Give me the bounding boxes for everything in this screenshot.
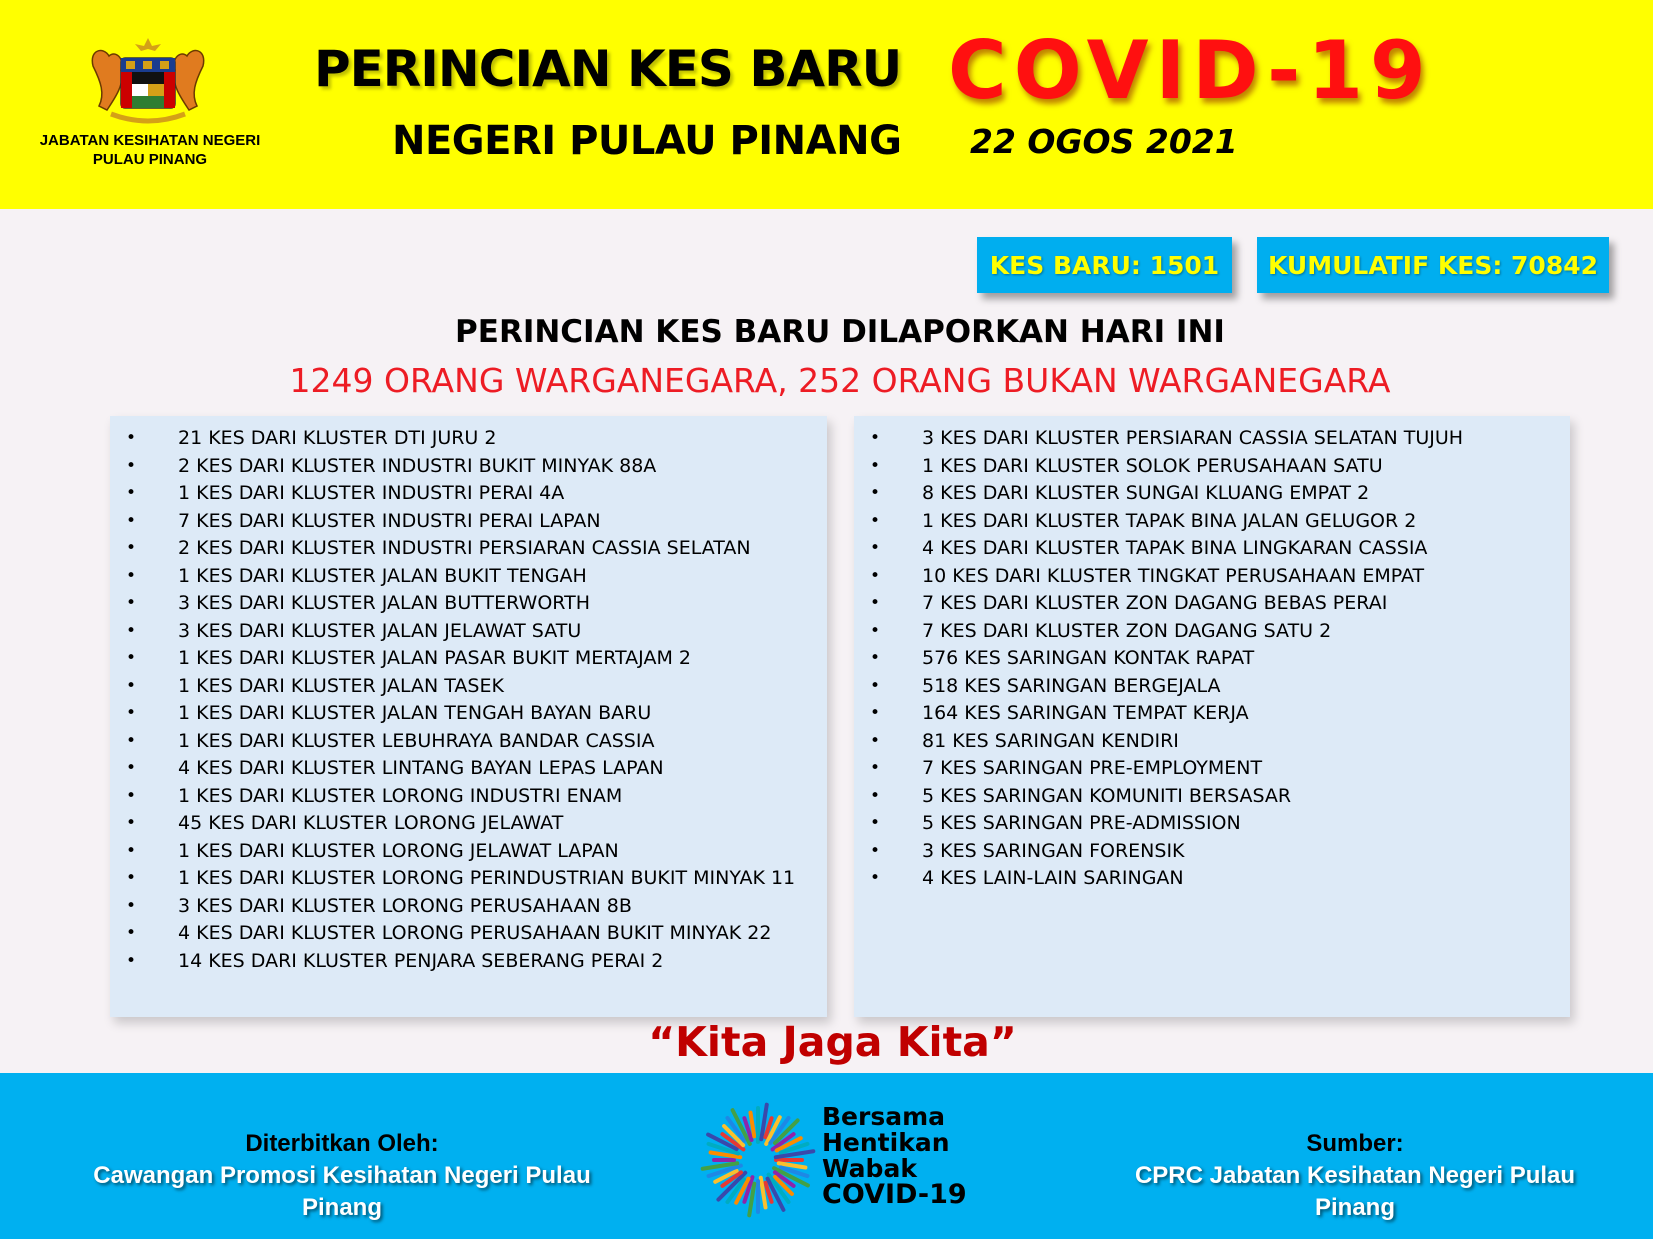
coat-of-arms-icon [85,36,211,124]
publisher-name: Cawangan Promosi Kesihatan Negeri Pulau Pinang [93,1162,591,1221]
campaign-line-2: Hentikan [822,1128,950,1157]
case-list-item: • 10 KES DARI KLUSTER TINGKAT PERUSAHAAN EMPAT [854,563,1570,591]
case-list-item: • 1 KES DARI KLUSTER JALAN TASEK [110,673,827,701]
case-list-item: • 3 KES DARI KLUSTER JALAN BUTTERWORTH [110,590,827,618]
case-list-item: • 518 KES SARINGAN BERGEJALA [854,673,1570,701]
right-case-list [854,416,1570,893]
case-list-item: • 1 KES DARI KLUSTER SOLOK PERUSAHAAN SATU [854,453,1570,481]
page-title: PERINCIAN KES BARU [314,40,902,98]
case-list-item: • 4 KES DARI KLUSTER LORONG PERUSAHAAN BUKIT MINYAK 22 [110,920,827,948]
case-list-item: • 2 KES DARI KLUSTER INDUSTRI BUKIT MINYAK 88A [110,453,827,481]
case-list-item: • 5 KES SARINGAN PRE-ADMISSION [854,810,1570,838]
campaign-line-3: Wabak [822,1154,917,1183]
case-list-item: • 4 KES DARI KLUSTER LINTANG BAYAN LEPAS LAPAN [110,755,827,783]
case-list-item: • 1 KES DARI KLUSTER LORONG JELAWAT LAPAN [110,838,827,866]
case-list-item: • 2 KES DARI KLUSTER INDUSTRI PERSIARAN CASSIA SELATAN [110,535,827,563]
slogan: “Kita Jaga Kita” [648,1018,1017,1066]
covid-title: COVID-19 [948,24,1433,117]
header-banner [0,0,1653,209]
state-title: NEGERI PULAU PINANG [392,118,902,164]
case-list-item: • 1 KES DARI KLUSTER LEBUHRAYA BANDAR CASSIA [110,728,827,756]
case-list-item: • 1 KES DARI KLUSTER JALAN BUKIT TENGAH [110,563,827,591]
source-label: Sumber: [1306,1130,1404,1157]
case-list-item: • 8 KES DARI KLUSTER SUNGAI KLUANG EMPAT 2 [854,480,1570,508]
citizenship-breakdown: 1249 ORANG WARGANEGARA, 252 ORANG BUKAN WARGANEGARA [289,361,1391,400]
report-date: 22 OGOS 2021 [970,122,1238,161]
case-list-item: • 1 KES DARI KLUSTER TAPAK BINA JALAN GELUGOR 2 [854,508,1570,536]
department-line-2: PULAU PINANG [92,151,208,168]
case-list-item: • 81 KES SARINGAN KENDIRI [854,728,1570,756]
case-list-item: • 7 KES DARI KLUSTER ZON DAGANG BEBAS PERAI [854,590,1570,618]
case-list-item: • 1 KES DARI KLUSTER JALAN PASAR BUKIT MERTAJAM 2 [110,645,827,673]
left-case-panel [110,416,827,1017]
case-list-item: • 7 KES DARI KLUSTER INDUSTRI PERAI LAPAN [110,508,827,536]
department-line-1: JABATAN KESIHATAN NEGERI [39,132,261,149]
case-list-item: • 7 KES SARINGAN PRE-EMPLOYMENT [854,755,1570,783]
case-list-item: • 1 KES DARI KLUSTER INDUSTRI PERAI 4A [110,480,827,508]
campaign-line-1: Bersama [822,1102,946,1131]
cumulative-cases-badge: KUMULATIF KES: 70842 [1257,237,1609,293]
source-name: CPRC Jabatan Kesihatan Negeri Pulau Pinang [1134,1162,1576,1221]
case-list-item: • 7 KES DARI KLUSTER ZON DAGANG SATU 2 [854,618,1570,646]
case-list-item: • 45 KES DARI KLUSTER LORONG JELAWAT [110,810,827,838]
left-case-list [110,416,827,975]
right-case-panel [854,416,1570,1017]
case-list-item: • 4 KES DARI KLUSTER TAPAK BINA LINGKARAN CASSIA [854,535,1570,563]
publisher-label: Diterbitkan Oleh: [245,1130,439,1157]
campaign-burst-logo-icon [697,1099,819,1221]
case-list-item: • 3 KES SARINGAN FORENSIK [854,838,1570,866]
case-list-item: • 576 KES SARINGAN KONTAK RAPAT [854,645,1570,673]
case-list-item: • 1 KES DARI KLUSTER JALAN TENGAH BAYAN BARU [110,700,827,728]
case-list-item: • 4 KES LAIN-LAIN SARINGAN [854,865,1570,893]
case-list-item: • 3 KES DARI KLUSTER JALAN JELAWAT SATU [110,618,827,646]
case-list-item: • 1 KES DARI KLUSTER LORONG PERINDUSTRIAN BUKIT MINYAK 11 [110,865,827,893]
source-block [1095,1128,1615,1224]
case-list-item: • 5 KES SARINGAN KOMUNITI BERSASAR [854,783,1570,811]
publisher-block [52,1128,632,1224]
case-list-item: • 3 KES DARI KLUSTER PERSIARAN CASSIA SELATAN TUJUH [854,425,1570,453]
new-cases-badge: KES BARU: 1501 [977,237,1232,293]
campaign-line-4: COVID-19 [822,1179,967,1210]
details-heading: PERINCIAN KES BARU DILAPORKAN HARI INI [455,314,1225,350]
case-list-item: • 1 KES DARI KLUSTER LORONG INDUSTRI ENAM [110,783,827,811]
department-name [20,131,280,169]
case-list-item: • 21 KES DARI KLUSTER DTI JURU 2 [110,425,827,453]
case-list-item: • 164 KES SARINGAN TEMPAT KERJA [854,700,1570,728]
case-list-item: • 14 KES DARI KLUSTER PENJARA SEBERANG PERAI 2 [110,948,827,976]
case-list-item: • 3 KES DARI KLUSTER LORONG PERUSAHAAN 8B [110,893,827,921]
campaign-text [822,1104,967,1208]
